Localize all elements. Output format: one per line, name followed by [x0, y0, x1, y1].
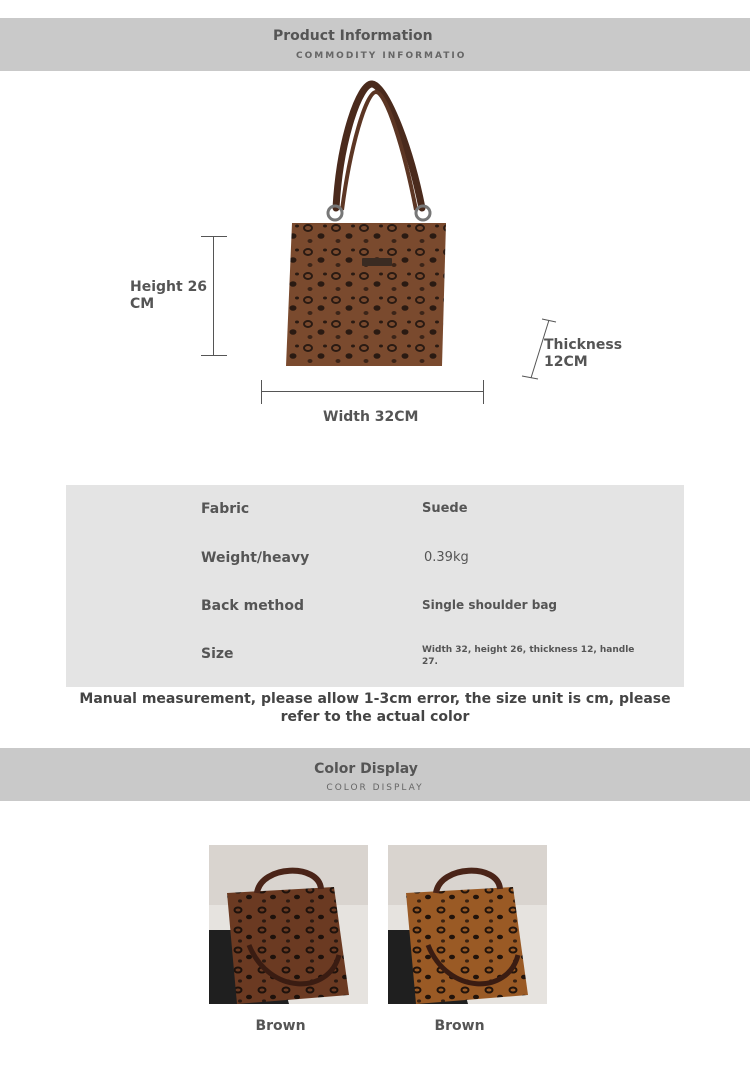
spec-value: 0.39kg [424, 550, 469, 565]
measurement-note: Manual measurement, please allow 1-3cm error, the size unit is cm, please refer to the actual color [79, 691, 671, 725]
color-display-title: Color Display [314, 761, 418, 777]
width-line [261, 391, 483, 392]
spec-value: Width 32, height 26, thickness 12, handle 27. [422, 645, 635, 667]
product-info-subtitle: COMMODITY INFORMATIO [296, 51, 467, 61]
spec-key: Fabric [201, 501, 250, 517]
color-display-subtitle: COLOR DISPLAY [326, 783, 424, 793]
color-swatch-2-label: Brown [434, 1018, 485, 1034]
spec-key: Back method [201, 598, 304, 614]
product-info-title: Product Information [273, 28, 433, 44]
height-line [213, 236, 214, 356]
spec-value: Suede [422, 501, 468, 516]
color-display-header [0, 748, 750, 801]
color-swatch-2[interactable] [388, 845, 547, 1004]
width-label: Width 32CM [323, 409, 419, 425]
thickness-label: Thickness 12CM [544, 337, 623, 370]
spec-table [66, 485, 684, 687]
height-line-top [201, 236, 227, 237]
spec-key: Weight/heavy [201, 550, 310, 566]
spec-value: Single shoulder bag [422, 598, 558, 612]
width-line-left [261, 380, 262, 404]
bag-image [280, 78, 450, 373]
spec-key: Size [201, 646, 234, 662]
height-line-bottom [201, 355, 227, 356]
product-info-header [0, 18, 750, 71]
width-line-right [483, 380, 484, 404]
color-swatch-1-label: Brown [255, 1018, 306, 1034]
color-swatch-1[interactable] [209, 845, 368, 1004]
height-label: Height 26 CM [130, 279, 208, 312]
